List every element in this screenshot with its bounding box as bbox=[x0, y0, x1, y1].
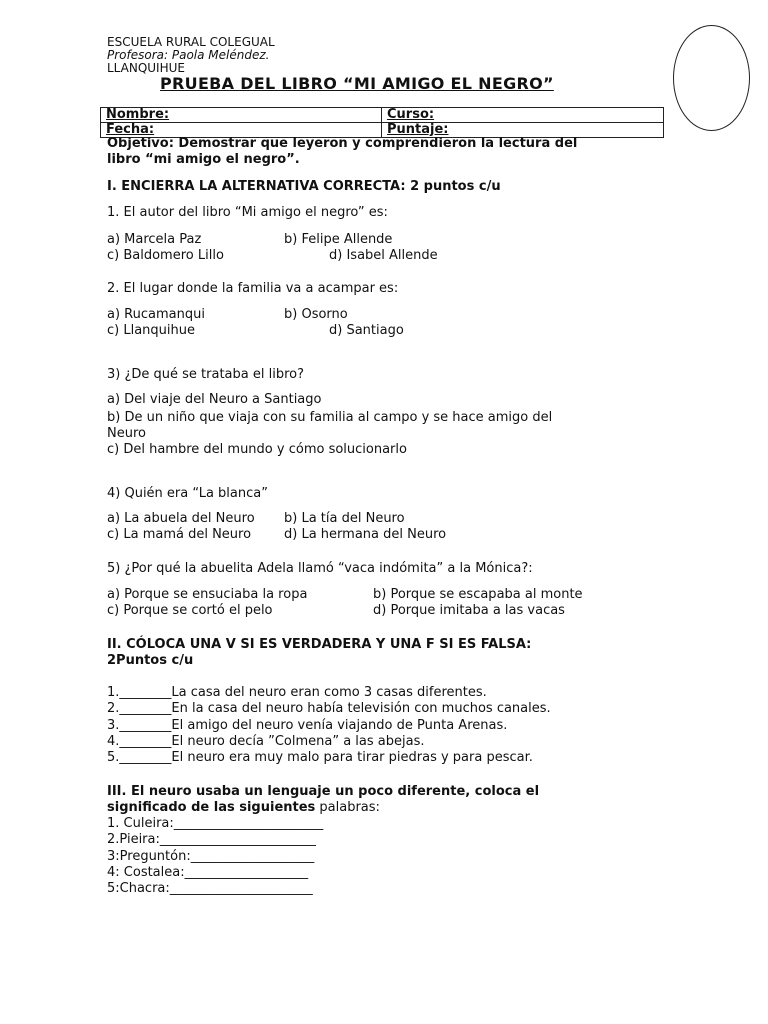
tf-item-4: 4.________El neuro decía ”Colmena” a las abejas. bbox=[107, 734, 425, 749]
q4-question: 4) Quién era “La blanca” bbox=[107, 486, 268, 501]
q3-option-b-cont[interactable]: Neuro bbox=[107, 426, 146, 441]
q4-option-c[interactable]: c) La mamá del Neuro bbox=[107, 527, 252, 542]
q3-option-a[interactable]: a) Del viaje del Neuro a Santiago bbox=[107, 392, 322, 407]
tf-blank-2[interactable]: ________ bbox=[119, 701, 172, 716]
objective-line-2: libro “mi amigo el negro”. bbox=[107, 152, 300, 167]
section-3-heading-line-2: significado de las siguientes palabras: bbox=[107, 800, 380, 815]
fecha-field[interactable]: Fecha: bbox=[101, 123, 382, 138]
q1-option-c[interactable]: c) Baldomero Lillo bbox=[107, 248, 224, 263]
section-2-heading: II. CÓLOCA UNA V SI ES VERDADERA Y UNA F SI ES FALSA: bbox=[107, 637, 532, 652]
q1-option-b[interactable]: b) Felipe Allende bbox=[284, 232, 393, 247]
q4-option-a[interactable]: a) La abuela del Neuro bbox=[107, 511, 255, 526]
tf-blank-4[interactable]: ________ bbox=[119, 734, 172, 749]
q2-option-d[interactable]: d) Santiago bbox=[329, 323, 404, 338]
nombre-field[interactable]: Nombre: bbox=[101, 108, 382, 123]
q5-option-c[interactable]: c) Porque se cortó el pelo bbox=[107, 603, 273, 618]
q4-option-b[interactable]: b) La tía del Neuro bbox=[284, 511, 405, 526]
teacher-name: Profesora: Paola Meléndez. bbox=[107, 48, 270, 62]
student-info-table bbox=[100, 107, 664, 138]
tf-blank-1[interactable]: ________ bbox=[119, 685, 172, 700]
tf-item-3: 3.________El amigo del neuro venía viajando de Punta Arenas. bbox=[107, 718, 508, 733]
q4-option-d[interactable]: d) La hermana del Neuro bbox=[284, 527, 447, 542]
word-item-2: 2.Pieira:________________________ bbox=[107, 832, 316, 847]
q3-option-b[interactable]: b) De un niño que viaja con su familia al campo y se hace amigo del bbox=[107, 410, 553, 425]
section-3-heading: III. El neuro usaba un lenguaje un poco diferente, coloca el bbox=[107, 784, 540, 799]
q2-option-c[interactable]: c) Llanquihue bbox=[107, 323, 195, 338]
section-1-heading: I. ENCIERRA LA ALTERNATIVA CORRECTA: 2 puntos c/u bbox=[107, 179, 501, 194]
word-blank-4[interactable]: ___________________ bbox=[184, 865, 309, 880]
q5-question: 5) ¿Por qué la abuelita Adela llamó “vaca indómita” a la Mónica?: bbox=[107, 561, 533, 576]
q5-option-a[interactable]: a) Porque se ensuciaba la ropa bbox=[107, 587, 308, 602]
word-blank-2[interactable]: ________________________ bbox=[159, 832, 316, 847]
q5-option-d[interactable]: d) Porque imitaba a las vacas bbox=[373, 603, 565, 618]
word-item-1: 1. Culeira:_______________________ bbox=[107, 816, 324, 831]
section-2-points: 2Puntos c/u bbox=[107, 653, 194, 668]
word-item-4: 4: Costalea:___________________ bbox=[107, 865, 309, 880]
tf-blank-5[interactable]: ________ bbox=[119, 750, 172, 765]
word-blank-3[interactable]: ___________________ bbox=[190, 849, 315, 864]
q1-option-a[interactable]: a) Marcela Paz bbox=[107, 232, 202, 247]
tf-item-2: 2.________En la casa del neuro había televisión con muchos canales. bbox=[107, 701, 551, 716]
q5-option-b[interactable]: b) Porque se escapaba al monte bbox=[373, 587, 583, 602]
objective-line-1: Objetivo: Demostrar que leyeron y comprendieron la lectura del bbox=[107, 136, 578, 151]
q3-option-c[interactable]: c) Del hambre del mundo y cómo solucionarlo bbox=[107, 442, 407, 457]
word-item-5: 5:Chacra:______________________ bbox=[107, 881, 313, 896]
puntaje-field[interactable]: Puntaje: bbox=[382, 123, 664, 138]
q2-question: 2. El lugar donde la familia va a acampar es: bbox=[107, 281, 399, 296]
photo-oval bbox=[673, 25, 750, 131]
q3-question: 3) ¿De qué se trataba el libro? bbox=[107, 367, 304, 382]
word-blank-5[interactable]: ______________________ bbox=[169, 881, 313, 896]
tf-blank-3[interactable]: ________ bbox=[119, 718, 172, 733]
q2-option-b[interactable]: b) Osorno bbox=[284, 307, 348, 322]
q1-question: 1. El autor del libro “Mi amigo el negro” es: bbox=[107, 205, 388, 220]
page-title: PRUEBA DEL LIBRO “MI AMIGO EL NEGRO” bbox=[160, 74, 554, 93]
tf-item-1: 1.________La casa del neuro eran como 3 casas diferentes. bbox=[107, 685, 487, 700]
tf-item-5: 5.________El neuro era muy malo para tirar piedras y para pescar. bbox=[107, 750, 533, 765]
city-name: LLANQUIHUE bbox=[107, 61, 185, 75]
q2-option-a[interactable]: a) Rucamanqui bbox=[107, 307, 205, 322]
q1-option-d[interactable]: d) Isabel Allende bbox=[329, 248, 438, 263]
school-name: ESCUELA RURAL COLEGUAL bbox=[107, 35, 275, 49]
word-blank-1[interactable]: _______________________ bbox=[173, 816, 324, 831]
curso-field[interactable]: Curso: bbox=[382, 108, 664, 123]
word-item-3: 3:Preguntón:___________________ bbox=[107, 849, 315, 864]
